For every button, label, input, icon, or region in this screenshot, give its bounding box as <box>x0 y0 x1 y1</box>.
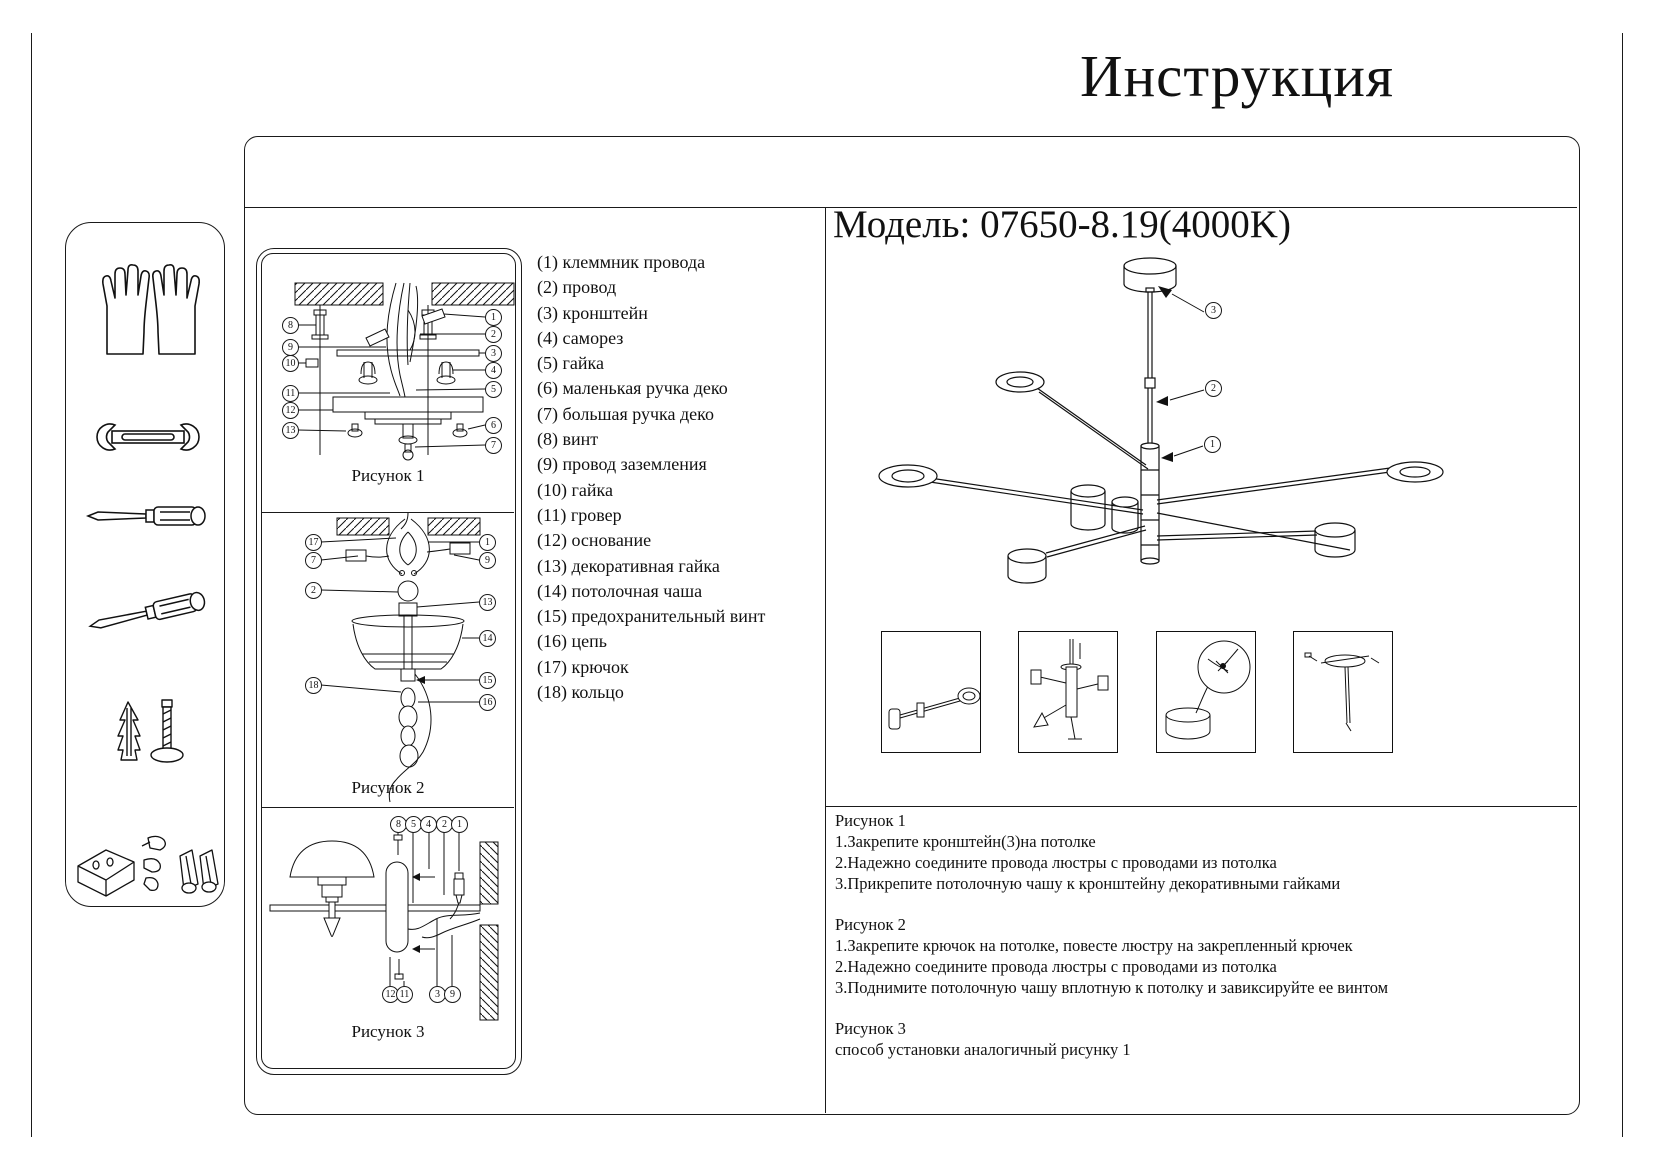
callout-circle: 3 <box>485 345 502 362</box>
callout-circle: 9 <box>444 986 461 1003</box>
callout-circle: 8 <box>282 317 299 334</box>
part-item: (5) гайка <box>537 353 604 374</box>
part-item: (8) винт <box>537 429 599 450</box>
step-box-3 <box>1156 631 1256 753</box>
figure1-caption: Рисунок 1 <box>351 466 425 485</box>
instruction-line: 1.Закрепите кронштейн(3)на потолке <box>835 832 1096 851</box>
callout-circle: 18 <box>305 677 322 694</box>
callout-circle: 1 <box>451 816 468 833</box>
instruction-block <box>835 810 1545 894</box>
callout-circle: 1 <box>485 309 502 326</box>
part-item: (15) предохранительный винт <box>537 606 766 627</box>
callout-circle: 5 <box>405 816 422 833</box>
callout-circle: 11 <box>282 385 299 402</box>
part-item: (2) провод <box>537 277 617 298</box>
instruction-heading: Рисунок 2 <box>835 915 906 934</box>
callout-circle: 3 <box>1205 302 1222 319</box>
callout-circle: 12 <box>382 986 399 1003</box>
callout-circle: 5 <box>485 381 502 398</box>
part-item: (14) потолочная чаша <box>537 580 703 601</box>
callout-circle: 13 <box>282 422 299 439</box>
part-item: (7) большая ручка деко <box>537 403 714 424</box>
page-left-border <box>31 33 32 1137</box>
callout-circle: 12 <box>282 402 299 419</box>
gloves-icon <box>95 262 207 362</box>
callout-circle: 3 <box>429 986 446 1003</box>
callout-circle: 2 <box>305 582 322 599</box>
instruction-block <box>835 914 1545 998</box>
instruction-line: 3.Поднимите потолочную чашу вплотную к потолку и завиксируйте ее винтом <box>835 978 1389 997</box>
part-item: (4) саморез <box>537 327 624 348</box>
assembly-instructions <box>835 810 1545 1080</box>
wall-anchor-and-screw-icon <box>110 698 190 770</box>
part-item: (16) цепь <box>537 631 607 652</box>
callout-circle: 2 <box>436 816 453 833</box>
instruction-line: 3.Прикрепите потолочную чашу к кронштейну декоративными гайками <box>835 874 1341 893</box>
figure3-caption: Рисунок 3 <box>351 1022 425 1041</box>
callout-circle: 13 <box>479 594 496 611</box>
part-item: (1) клеммник провода <box>537 252 706 272</box>
callout-circle: 1 <box>1204 436 1221 453</box>
part-item: (12) основание <box>537 530 652 551</box>
instruction-heading: Рисунок 3 <box>835 1019 906 1038</box>
callout-circle: 7 <box>485 437 502 454</box>
instruction-line: 2.Надежно соедините провода люстры с проводами из потолка <box>835 853 1277 872</box>
part-item: (13) декоративная гайка <box>537 555 720 576</box>
callout-circle: 14 <box>479 630 496 647</box>
chandelier-diagram <box>830 250 1455 595</box>
parts-list <box>537 250 769 705</box>
part-item: (18) кольцо <box>537 682 624 703</box>
callout-circle: 1 <box>479 534 496 551</box>
part-item: (9) провод заземления <box>537 454 707 475</box>
page-right-border <box>1622 33 1623 1137</box>
figure2-caption: Рисунок 2 <box>351 778 425 797</box>
callout-circle: 17 <box>305 534 322 551</box>
callout-circle: 11 <box>396 986 413 1003</box>
hardware-kit-icon <box>72 832 222 904</box>
callout-circle: 2 <box>485 326 502 343</box>
instruction-block <box>835 1018 1545 1060</box>
instruction-heading: Рисунок 1 <box>835 811 906 830</box>
part-item: (10) гайка <box>537 479 613 500</box>
column-divider <box>825 207 826 1113</box>
callout-circle: 4 <box>485 362 502 379</box>
wrench-icon <box>88 415 208 459</box>
callout-circle: 6 <box>485 417 502 434</box>
callout-circle: 9 <box>479 552 496 569</box>
step-box-4 <box>1293 631 1393 753</box>
callout-circle: 9 <box>282 339 299 356</box>
right-section-rule <box>826 806 1577 807</box>
step-box-2 <box>1018 631 1118 753</box>
part-item: (17) крючок <box>537 656 629 677</box>
page-title: Инструкция <box>1080 43 1395 109</box>
callout-circle: 7 <box>305 552 322 569</box>
instruction-line: 2.Надежно соедините провода люстры с проводами из потолка <box>835 957 1277 976</box>
callout-circle: 10 <box>282 355 299 372</box>
model-label: Модель: 07650-8.19(4000K) <box>833 203 1291 246</box>
phillips-screwdriver-icon <box>84 580 210 640</box>
flat-screwdriver-icon <box>84 500 210 532</box>
callout-circle: 8 <box>390 816 407 833</box>
part-item: (11) гровер <box>537 504 622 525</box>
callout-circle: 15 <box>479 672 496 689</box>
instruction-line: способ установки аналогичный рисунку 1 <box>835 1040 1131 1059</box>
step-box-1 <box>881 631 981 753</box>
part-item: (6) маленькая ручка деко <box>537 378 728 399</box>
callout-circle: 16 <box>479 694 496 711</box>
callout-circle: 2 <box>1205 380 1222 397</box>
callout-circle: 4 <box>420 816 437 833</box>
instruction-line: 1.Закрепите крючок на потолке, повесте люстру на закрепленный крючек <box>835 936 1353 955</box>
part-item: (3) кронштейн <box>537 302 648 323</box>
